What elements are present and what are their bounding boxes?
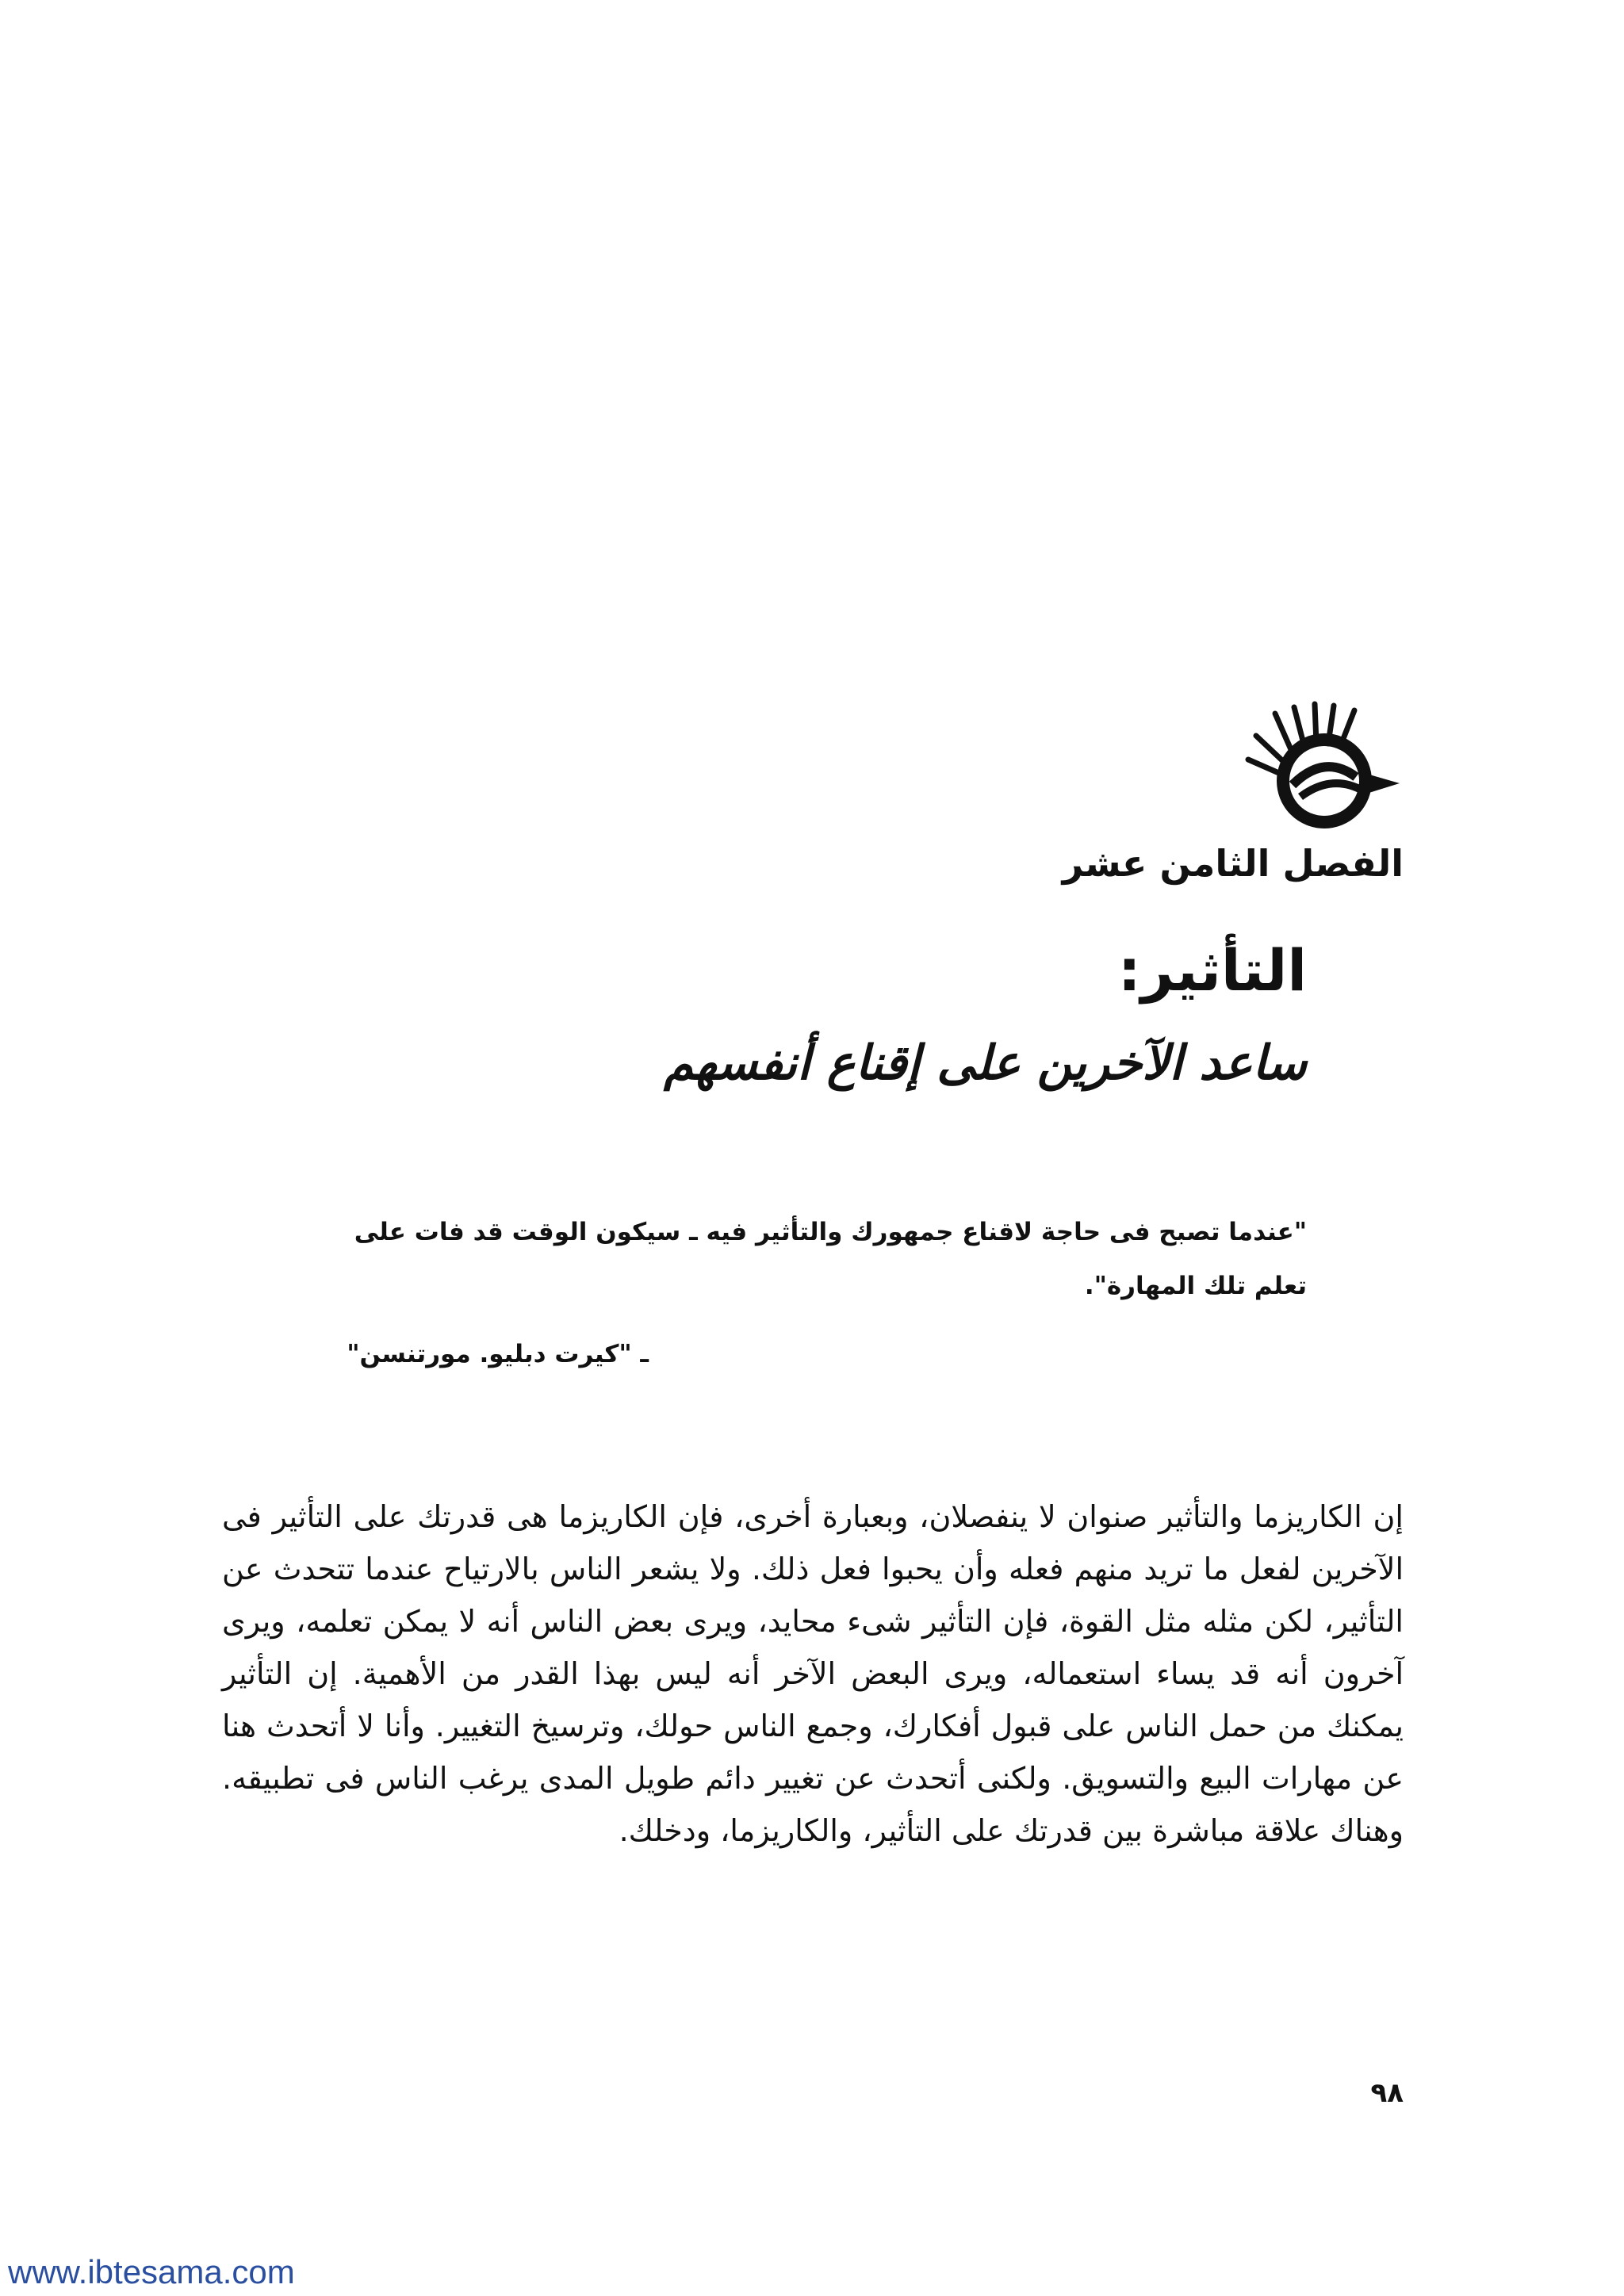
footer-url[interactable]: www.ibtesama.com [8,2253,295,2290]
epigraph-author: ـ "كيرت دبليو. مورتنسن" [347,1340,649,1368]
sunburst-emblem-icon [1245,698,1404,832]
page-number: ٩٨ [1370,2077,1404,2109]
chapter-subtitle: ساعد الآخرين على إقناع أنفسهم [664,1035,1307,1091]
chapter-title: التأثير: [1117,937,1307,1004]
chapter-label: الفصل الثامن عشر [1062,842,1404,885]
epigraph-quote: "عندما تصبح فى حاجة لاقناع جمهورك والتأثير فيه ـ سيكون الوقت قد فات على تعلم تلك المهارة". [354,1218,1307,1300]
body-paragraph: إن الكاريزما والتأثير صنوان لا ينفصلان، وبعبارة أخرى، فإن الكاريزما هى قدرتك على التأثير فى الآخرين لفعل ما تريد منهم فعله وأن يحبوا فعل ذلك. ولا يشعر الناس بالارتياح عندما تتحدث عن التأثير، لكن مثله مثل القوة، فإن التأثير شىء محايد، ويرى بعض الناس أنه لا يمكن تعلمه، ويرى آخرون أنه قد يساء استعماله، ويرى البعض الآخر أنه ليس بهذا القدر من الأهمية. إن التأثير يمكنك من حمل الناس على قبول أفكارك، وجمع الناس حولك، وترسيخ التغيير. وأنا لا أتحدث هنا عن مهارات البيع والتسويق. ولكنى أتحدث عن تغيير دائم طويل المدى يرغب الناس فى تطبيقه. وهناك علاقة مباشرة بين قدرتك على التأثير، والكاريزما، ودخلك. [222,1499,1404,1848]
